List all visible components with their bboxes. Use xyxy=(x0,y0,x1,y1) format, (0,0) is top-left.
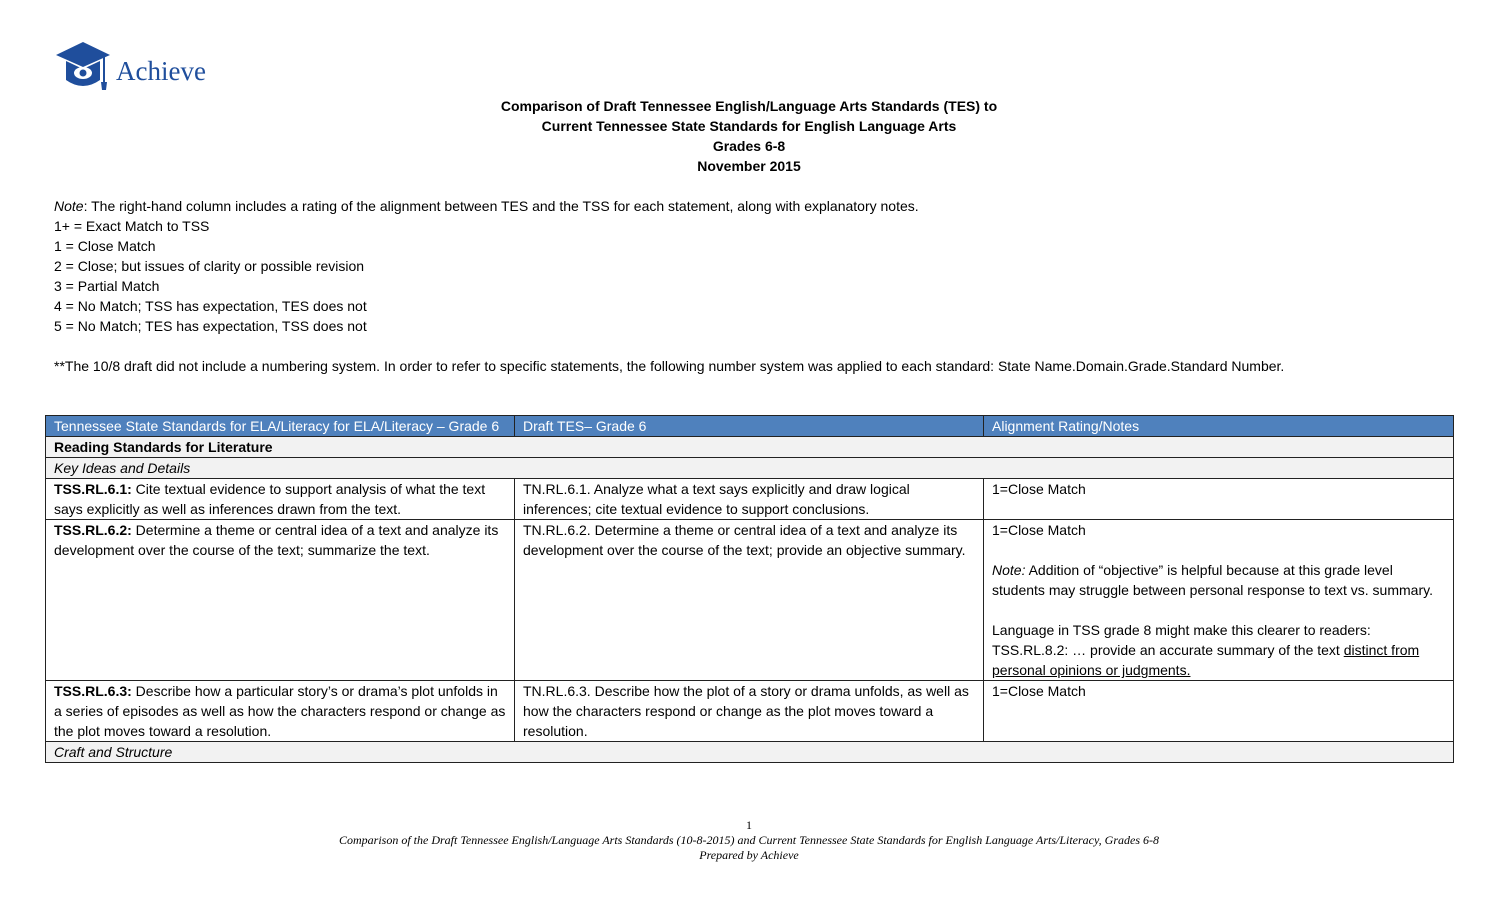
tss-cell xyxy=(46,479,515,520)
rating-legend-item: 2 = Close; but issues of clarity or possible revision xyxy=(54,258,365,274)
subsection-row xyxy=(46,458,1454,479)
header-rating: Alignment Rating/Notes xyxy=(984,416,1454,437)
tss-cell xyxy=(46,520,515,681)
logo-text: Achieve xyxy=(116,55,206,86)
rating-note-text: Addition of “objective” is helpful because at this grade level students may struggle between personal response to text vs. summary. xyxy=(992,562,1433,598)
page-number: 1 xyxy=(746,818,752,832)
tss-code: TSS.RL.6.2: xyxy=(54,522,132,538)
table-row xyxy=(46,520,1454,681)
footer-line: Prepared by Achieve xyxy=(699,848,799,862)
tss-text: Determine a theme or central idea of a text and analyze its development over the course of the text; summarize the text. xyxy=(54,522,499,558)
notes-block xyxy=(54,196,1474,376)
footer-line: Comparison of the Draft Tennessee English/Language Arts Standards (10-8-2015) and Current Tennessee State Standards for English Language Arts/Literacy, Grades 6-8 xyxy=(338,833,1159,847)
tss-cell xyxy=(46,681,515,742)
subsection-title: Key Ideas and Details xyxy=(46,458,1454,479)
document-title xyxy=(0,96,1498,176)
note-label: Note xyxy=(54,198,84,214)
tes-cell: TN.RL.6.2. Determine a theme or central idea of a text and analyze its development over the course of the text; provide an objective summary. xyxy=(515,520,984,681)
rating-legend-item: 4 = No Match; TSS has expectation, TES does not xyxy=(54,298,367,314)
rating-legend-item: 1+ = Exact Match to TSS xyxy=(54,218,210,234)
subsection-row xyxy=(46,742,1454,763)
tes-cell: TN.RL.6.1. Analyze what a text says explicitly and draw logical inferences; cite textual evidence to support conclusions. xyxy=(515,479,984,520)
rating-cell: 1=Close Match xyxy=(984,681,1454,742)
rating-note-label: Note: xyxy=(992,562,1026,578)
title-line: November 2015 xyxy=(697,158,801,174)
title-line: Comparison of Draft Tennessee English/Language Arts Standards (TES) to xyxy=(500,98,998,114)
achieve-logo xyxy=(54,40,206,98)
language-note: Language in TSS grade 8 might make this clearer to readers: xyxy=(992,622,1371,638)
note-intro xyxy=(54,196,1474,216)
tss-text: Describe how a particular story’s or drama’s plot unfolds in a series of episodes as well as how the characters respond or change as the plot moves toward a resolution. xyxy=(54,683,506,739)
language-ref-text: TSS.RL.8.2: … provide an accurate summary of the text xyxy=(992,642,1344,658)
rating-note xyxy=(992,560,1445,600)
subsection-title: Craft and Structure xyxy=(46,742,1454,763)
tes-cell: TN.RL.6.3. Describe how the plot of a story or drama unfolds, as well as how the characters respond or change as the plot moves toward a resolution. xyxy=(515,681,984,742)
title-line: Grades 6-8 xyxy=(712,138,786,154)
rating-value: 1=Close Match xyxy=(992,522,1086,538)
rating-cell: 1=Close Match xyxy=(984,479,1454,520)
numbering-note: **The 10/8 draft did not include a numbering system. In order to refer to specific statements, the following number system was applied to each standard: State Name.Domain.Grade.Standard Number. xyxy=(54,358,1285,374)
language-ref xyxy=(992,640,1445,680)
note-text: : The right-hand column includes a rating of the alignment between TES and the TSS for each statement, along with explanatory notes. xyxy=(83,198,919,214)
header-tss: Tennessee State Standards for ELA/Literacy for ELA/Literacy – Grade 6 xyxy=(46,416,515,437)
table-row xyxy=(46,681,1454,742)
rating-legend-item: 1 = Close Match xyxy=(54,238,156,254)
rating-cell xyxy=(984,520,1454,681)
rating-legend-item: 5 = No Match; TES has expectation, TSS does not xyxy=(54,318,367,334)
section-row xyxy=(46,437,1454,458)
rating-legend-item: 3 = Partial Match xyxy=(54,278,160,294)
table-row xyxy=(46,479,1454,520)
page-footer xyxy=(0,818,1498,863)
standards-comparison-table xyxy=(45,415,1454,763)
header-tes: Draft TES– Grade 6 xyxy=(515,416,984,437)
tss-text: Cite textual evidence to support analysis of what the text says explicitly as well as inferences drawn from the text. xyxy=(54,481,486,517)
tss-code: TSS.RL.6.3: xyxy=(54,683,132,699)
graduation-cap-icon xyxy=(54,40,112,98)
section-title: Reading Standards for Literature xyxy=(46,437,1454,458)
table-header-row xyxy=(46,416,1454,437)
tss-code: TSS.RL.6.1: xyxy=(54,481,132,497)
language-underlined: distinct from personal opinions or judgments. xyxy=(992,642,1420,678)
title-line: Current Tennessee State Standards for English Language Arts xyxy=(541,118,957,134)
